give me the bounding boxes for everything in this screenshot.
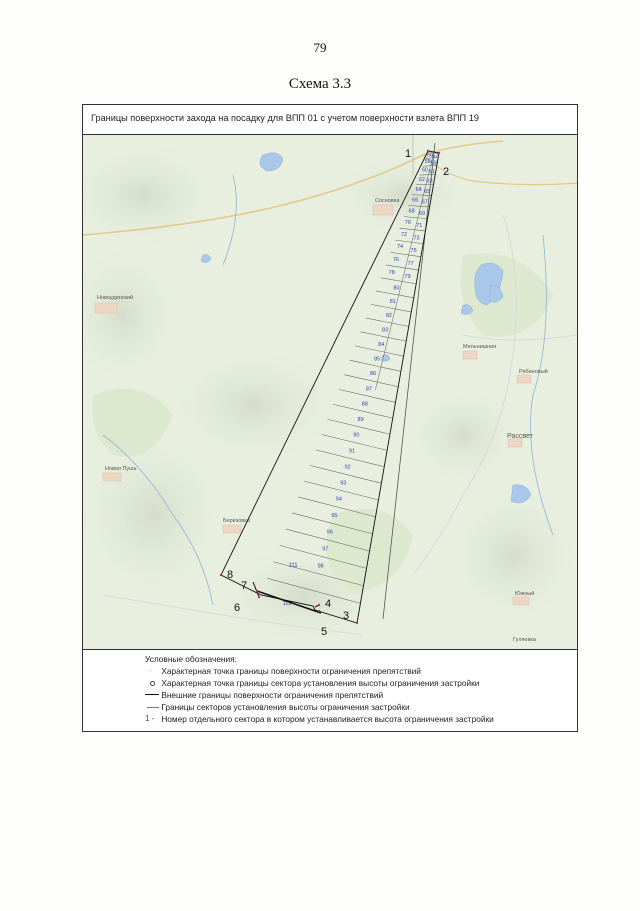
sector-number: 73: [413, 235, 420, 242]
page-number: 79: [313, 40, 327, 55]
corner-number: 6: [234, 602, 241, 614]
corner-point: [438, 152, 440, 154]
corner-point: [258, 596, 260, 598]
corner-point: [356, 622, 358, 624]
sector-number: 92: [344, 464, 351, 471]
legend-item-text: Характерная точка границы поверхности ограничения препятствий: [161, 665, 421, 676]
legend-item-text: Границы секторов установления высоты ограничения застройки: [161, 701, 410, 712]
sector-number: 76: [392, 256, 399, 263]
sector-number: 90: [353, 432, 360, 439]
sector-number: 112: [282, 601, 292, 607]
map-area[interactable]: [83, 135, 577, 649]
sector-number: 78: [388, 269, 395, 276]
corner-number: 5: [321, 626, 328, 638]
corner-number: 2: [443, 166, 450, 178]
legend-item: [145, 665, 421, 676]
corner-number: 1: [405, 148, 412, 160]
sector-number: 83: [382, 327, 389, 334]
sector-number: 60: [421, 167, 428, 174]
sector-number: 63: [426, 178, 433, 185]
sector-number: 94: [335, 496, 342, 503]
sector-point-icon: [145, 679, 159, 687]
corner-number: 8: [227, 569, 234, 581]
sector-number: 75: [410, 247, 417, 254]
sector-number: 58: [424, 159, 431, 166]
sector-number: 70: [404, 220, 411, 227]
corner-point: [220, 574, 222, 576]
place-label: Рассвет: [507, 433, 533, 440]
sector-number: 111: [288, 563, 298, 569]
sector-number: 95: [331, 513, 338, 520]
legend-item-text: Характерная точка границы сектора установления высоты ограничения застройки: [161, 677, 480, 688]
legend: [83, 649, 577, 731]
sector-number: 97: [322, 546, 329, 553]
corner-number: 7: [241, 580, 248, 592]
map-header: [83, 105, 577, 135]
place-label: Рябиновый: [519, 369, 548, 375]
sector-number: 69: [418, 211, 426, 218]
place-label: Новоудинский: [97, 295, 134, 301]
corner-point: [256, 590, 258, 592]
sector-number: 71: [416, 223, 423, 230]
sector-number: 72: [400, 231, 408, 238]
sector-number: 81: [389, 299, 396, 306]
legend-title: Условные обозначения:: [145, 654, 237, 664]
sector-number: 59: [430, 160, 437, 167]
place-label: Берёзовка: [223, 518, 250, 524]
sector-number: 86: [370, 371, 377, 378]
map-frame: [82, 104, 578, 732]
sector-number: 67: [421, 199, 428, 206]
sector-number: 62: [418, 176, 425, 183]
sector-number: 64: [415, 186, 422, 193]
sector-boundary-line-icon: [145, 703, 159, 711]
sector-number: 66: [412, 197, 419, 204]
corner-point: [427, 150, 429, 152]
map-title: Границы поверхности захода на посадку для ВПП 01 с учетом поверхности взлета ВПП 19: [91, 113, 479, 123]
legend-item-text: Номер отдельного сектора в котором устанавливается высота ограничения застройки: [161, 713, 494, 724]
sector-number: 87: [365, 386, 373, 393]
legend-item: [145, 701, 410, 712]
sector-number: 61: [428, 168, 435, 175]
characteristic-point-icon: ·: [149, 665, 152, 675]
place-label: Южный: [515, 591, 535, 597]
sector-number: 88: [361, 401, 368, 408]
place-label: Гуляевка: [513, 637, 536, 643]
sector-number: 80: [393, 285, 400, 292]
sector-number: 57: [432, 153, 439, 160]
place-label: Сосновка: [375, 198, 400, 204]
sector-number: 56: [426, 152, 433, 159]
sector-number: 91: [348, 448, 356, 455]
sector-number: 89: [357, 416, 364, 423]
outer-boundary-line-icon: [145, 691, 159, 699]
corner-number: 3: [343, 610, 350, 622]
sector-number: 65: [424, 188, 431, 195]
sector-number: 98: [317, 563, 324, 570]
sector-number: 82: [385, 313, 393, 320]
sector-number: 77: [407, 260, 414, 267]
legend-item: [145, 677, 479, 688]
corner-point: [318, 610, 320, 612]
sector-number: 68: [408, 208, 415, 215]
legend-item: [145, 689, 383, 700]
sector-number: 96: [326, 529, 333, 536]
corner-point: [318, 604, 320, 606]
corner-number: 4: [325, 598, 332, 610]
sector-number-icon: 1 -: [145, 713, 155, 723]
place-label: Новая Пушь: [105, 466, 137, 472]
sector-number: 85: [374, 356, 381, 363]
sector-number: 93: [340, 480, 347, 487]
sector-number: 74: [396, 244, 404, 251]
sector-number: 79: [404, 274, 411, 281]
legend-item-text: Внешние границы поверхности ограничения препятствий: [161, 689, 384, 700]
place-label: Мельнишная: [463, 344, 497, 350]
map-svg: [83, 135, 577, 649]
legend-item: [145, 713, 494, 724]
sector-number: 84: [378, 341, 385, 348]
scheme-title: Схема 3.3: [288, 76, 352, 92]
